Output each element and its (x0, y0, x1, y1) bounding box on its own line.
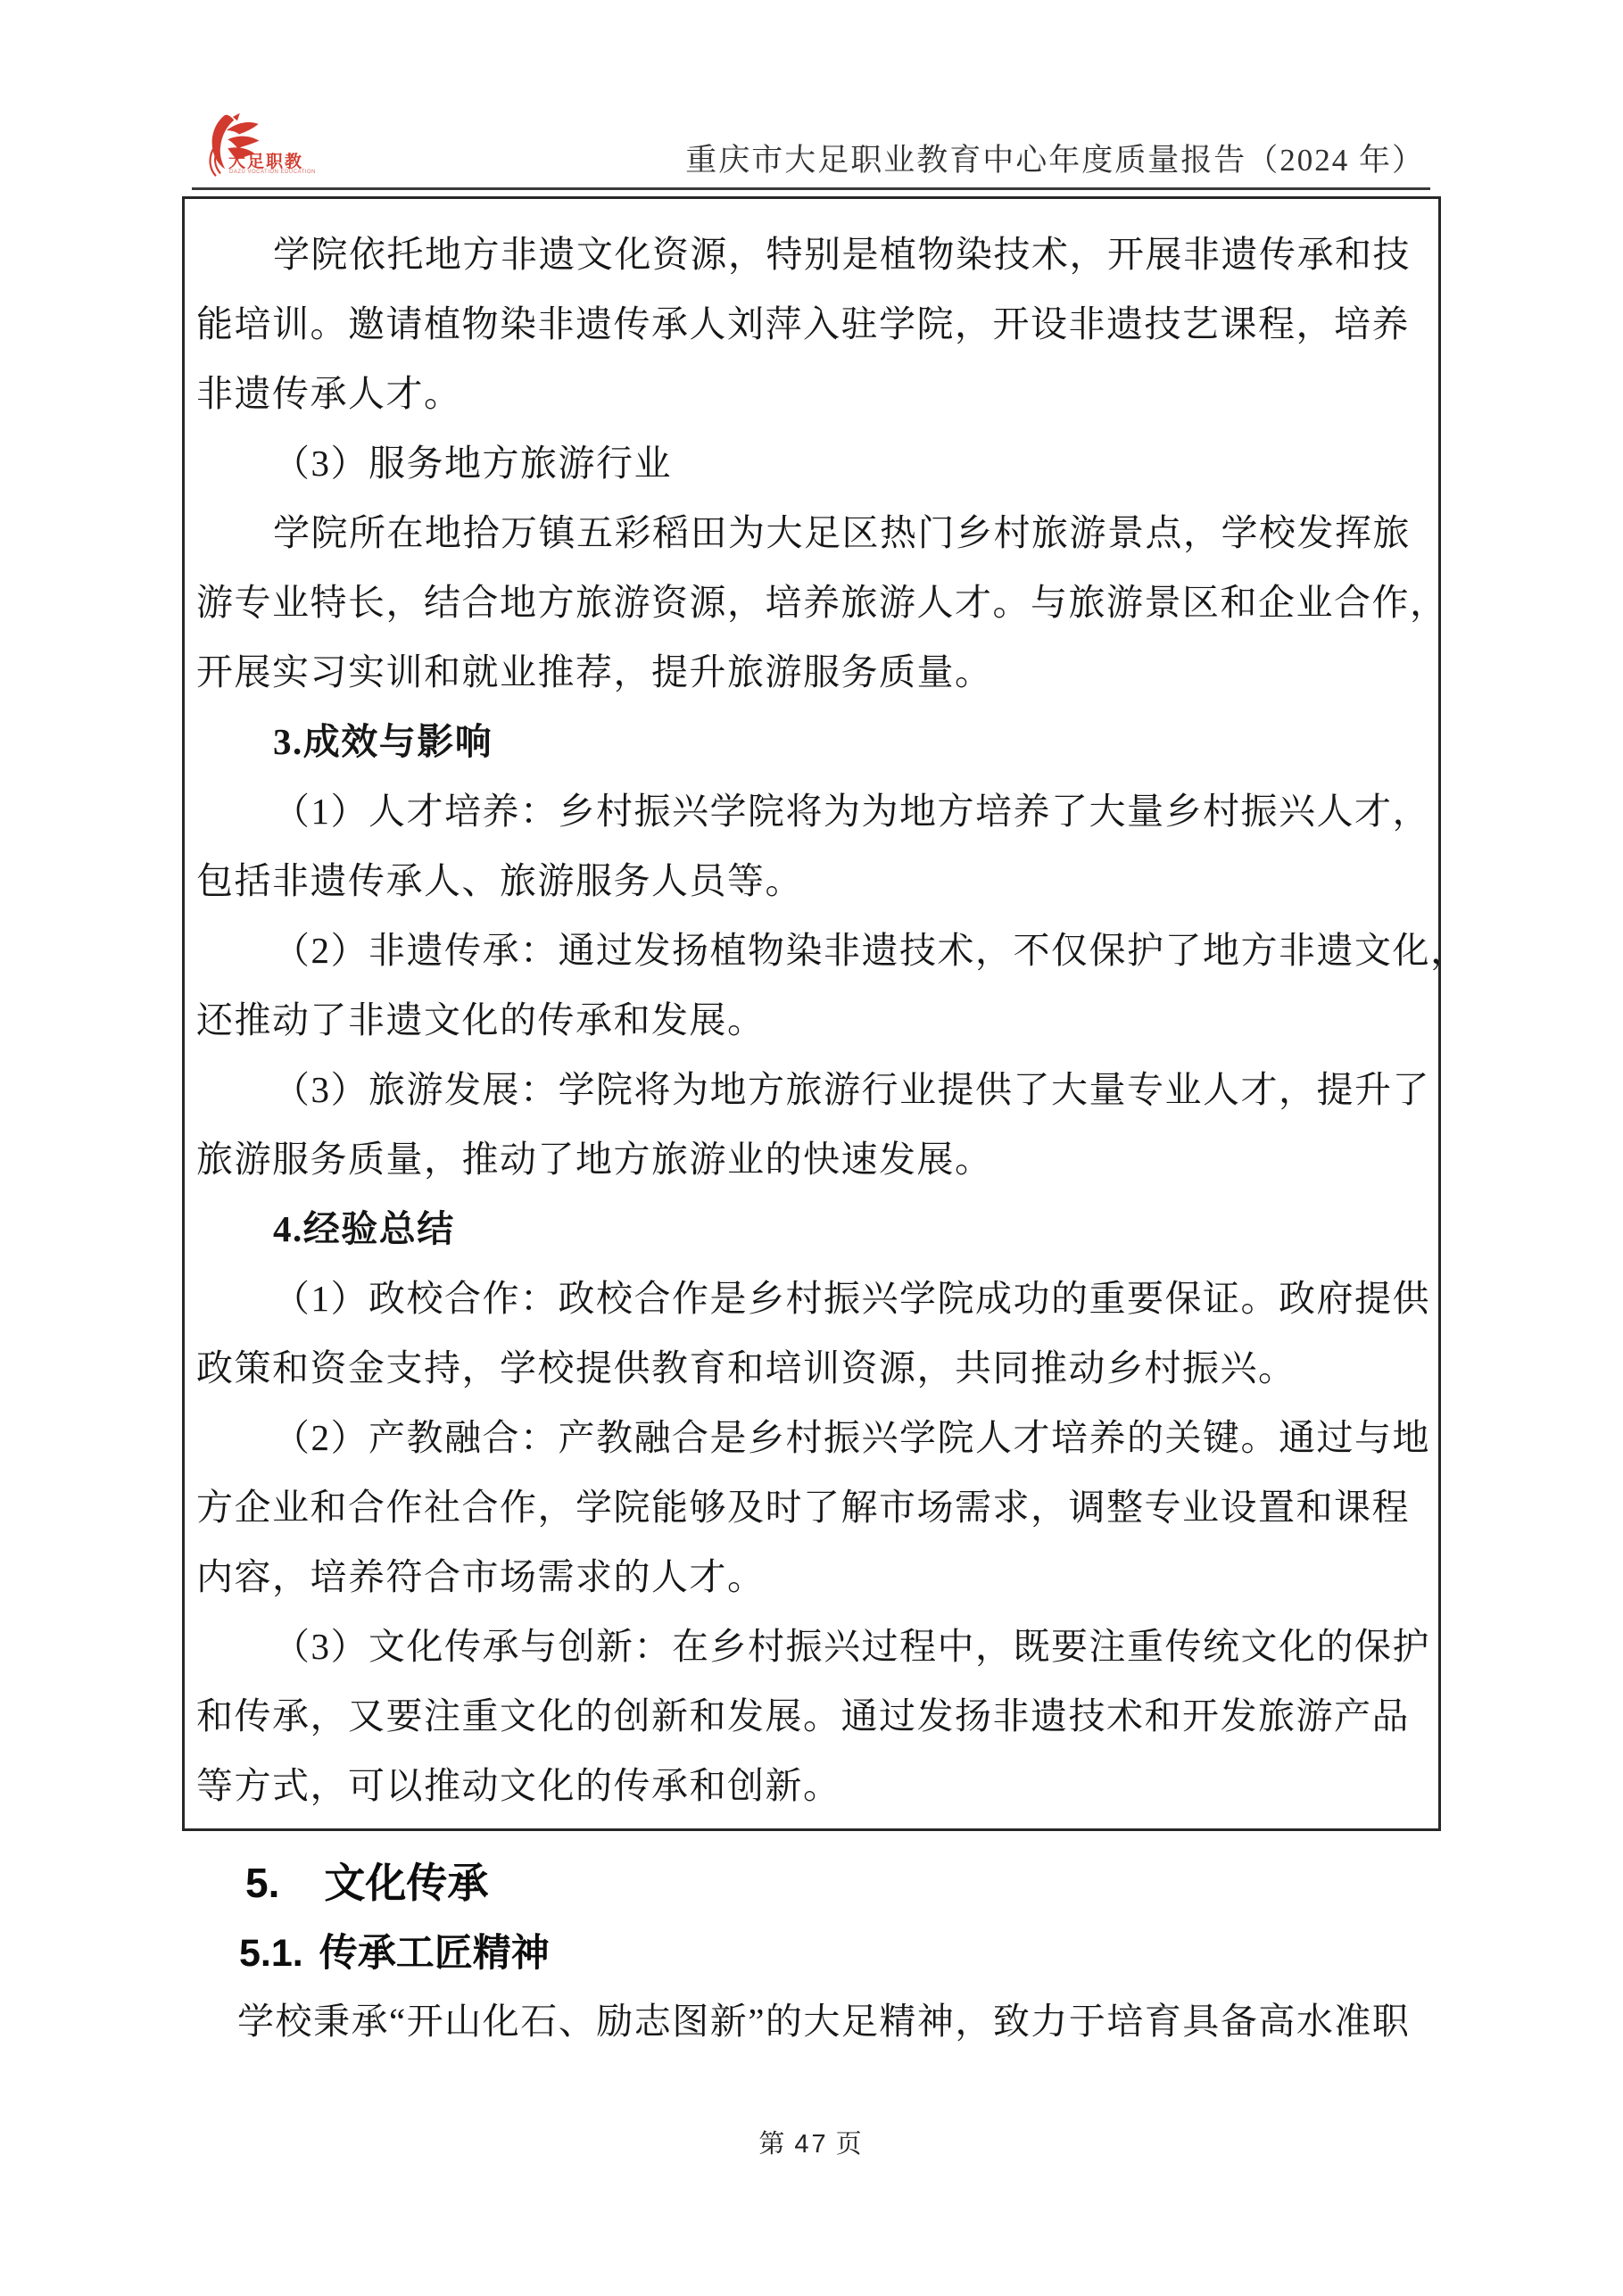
header-divider (192, 187, 1430, 190)
body-line: 还推动了非遗文化的传承和发展。 (196, 999, 766, 1040)
section-title: 文化传承 (324, 1860, 489, 1906)
body-line: （3）旅游发展：学院将为地方旅游行业提供了大量专业人才，提升了 (273, 1069, 1430, 1110)
report-header-title: 重庆市大足职业教育中心年度质量报告（2024 年） (685, 143, 1425, 178)
page-label-suffix: 页 (835, 2130, 865, 2159)
body-line: （2）产教融合：产教融合是乡村振兴学院人才培养的关键。通过与地 (273, 1417, 1430, 1458)
body-line: 内容，培养符合市场需求的人才。 (196, 1556, 766, 1597)
body-line: 学院所在地拾万镇五彩稻田为大足区热门乡村旅游景点，学校发挥旅 (273, 512, 1411, 553)
body-line: 能培训。邀请植物染非遗传承人刘萍入驻学院，开设非遗技艺课程，培养 (196, 303, 1410, 344)
body-line: （1）人才培养：乡村振兴学院将为为地方培养了大量乡村振兴人才， (273, 791, 1430, 832)
page-label-prefix: 第 (758, 2130, 788, 2159)
subsection-number: 5.1. (239, 1932, 303, 1975)
body-line: （3）服务地方旅游行业 (273, 443, 672, 484)
subsection-title: 传承工匠精神 (319, 1933, 550, 1975)
body-line: 方企业和合作社合作，学院能够及时了解市场需求，调整专业设置和课程 (196, 1487, 1410, 1528)
section-heading-5-1 (239, 1923, 550, 1977)
body-line: 非遗传承人才。 (196, 373, 462, 414)
section-number: 5. (245, 1860, 280, 1906)
body-line: 政策和资金支持，学校提供教育和培训资源，共同推动乡村振兴。 (196, 1347, 1296, 1388)
body-line: （3）文化传承与创新：在乡村振兴过程中，既要注重传统文化的保护 (273, 1626, 1430, 1667)
page-number: 47 (794, 2130, 829, 2159)
body-line: 包括非遗传承人、旅游服务人员等。 (196, 860, 803, 901)
body-paragraph: 学校秉承“开山化石、励志图新”的大足精神，致力于培育具备高水准职 (237, 2001, 1411, 2042)
body-line: 旅游服务质量，推动了地方旅游业的快速发展。 (196, 1139, 993, 1180)
body-line: 游专业特长，结合地方旅游资源，培养旅游人才。与旅游景区和企业合作， (196, 582, 1448, 623)
body-line: （2）非遗传承：通过发扬植物染非遗技术，不仅保护了地方非遗文化， (273, 930, 1469, 971)
body-line: 和传承，又要注重文化的创新和发展。通过发扬非遗技术和开发旅游产品 (196, 1695, 1410, 1737)
school-logo (198, 112, 316, 178)
page-footer (0, 2124, 1623, 2160)
body-line: 学院依托地方非遗文化资源，特别是植物染技术，开展非遗传承和技 (273, 234, 1411, 275)
body-line: （1）政校合作：政校合作是乡村振兴学院成功的重要保证。政府提供 (273, 1278, 1430, 1319)
logo-en-text: DAZU VOCATION EDUCATION (229, 170, 316, 175)
subsection-heading: 3.成效与影响 (273, 721, 493, 762)
section-heading-5 (245, 1851, 488, 1910)
subsection-heading: 4.经验总结 (273, 1208, 455, 1249)
content-box (182, 196, 1469, 1831)
body-line: 开展实习实训和就业推荐，提升旅游服务质量。 (196, 651, 993, 692)
body-line: 等方式，可以推动文化的传承和创新。 (196, 1765, 841, 1806)
logo-cn-text: 大足职教 (228, 153, 304, 171)
